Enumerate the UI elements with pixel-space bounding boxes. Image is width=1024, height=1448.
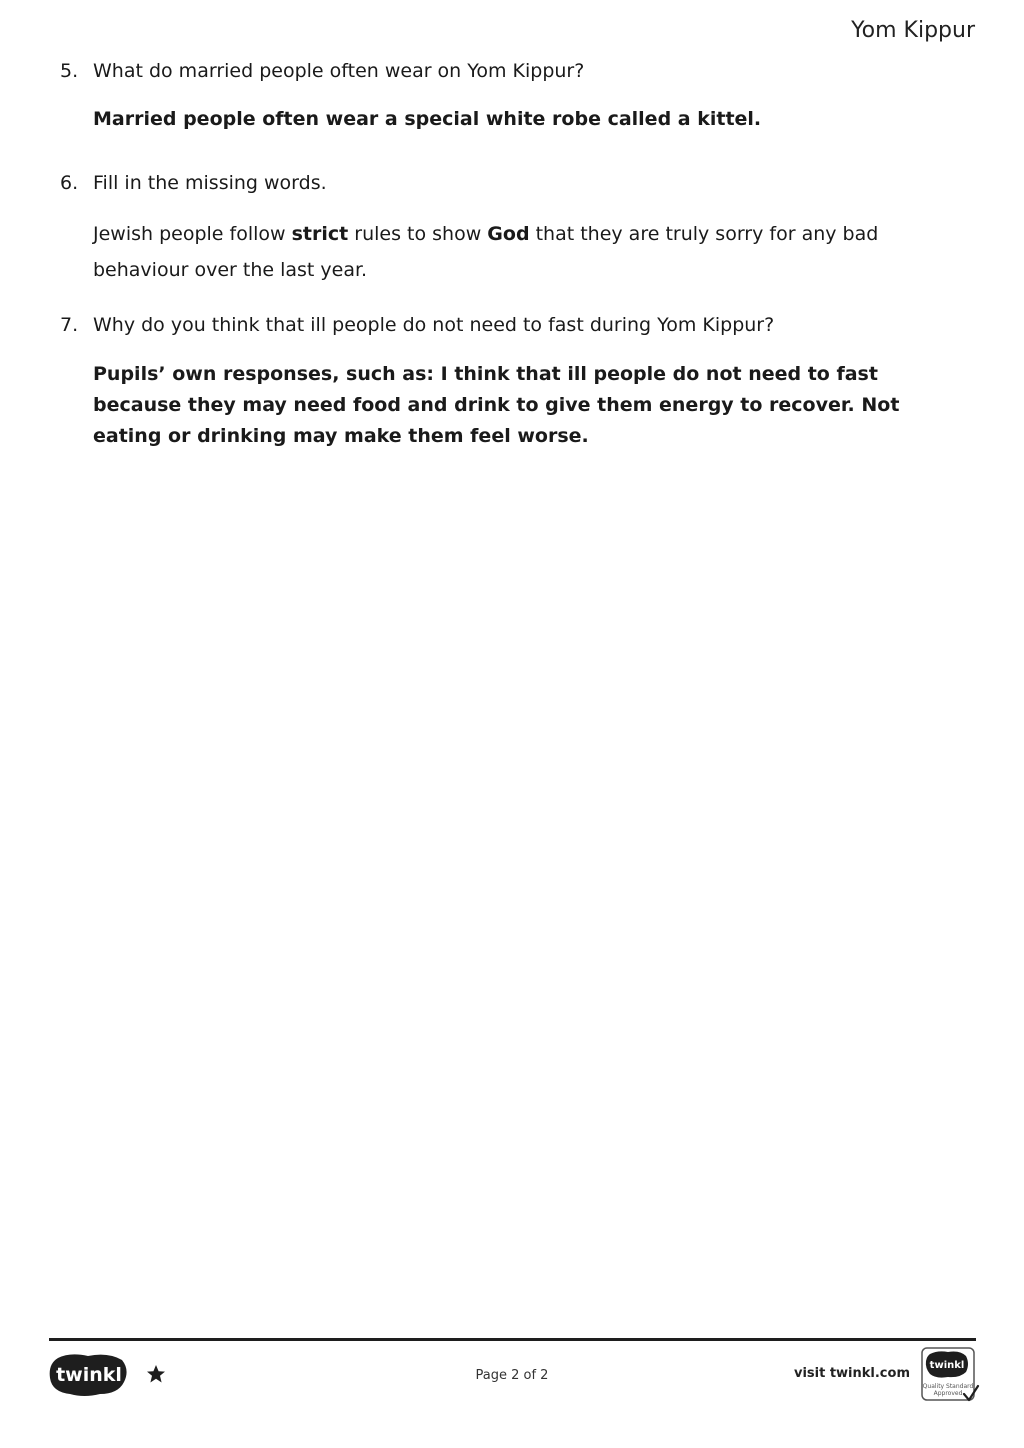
question-number: 6.	[60, 172, 79, 194]
footer-divider	[49, 1338, 976, 1341]
question-text: Why do you think that ill people do not need to fast during Yom Kippur?	[93, 314, 775, 336]
answer-text: rules to show	[348, 223, 488, 245]
answer-word-strict: strict	[291, 223, 349, 245]
question-number: 5.	[60, 60, 79, 82]
question-text: Fill in the missing words.	[93, 172, 327, 194]
visit-link[interactable]: visit twinkl.com	[793, 1366, 910, 1381]
answer-text: Jewish people follow	[93, 223, 292, 245]
document-title: Yom Kippur	[851, 18, 975, 43]
badge-line-2: Approved	[933, 1390, 963, 1397]
question-6	[60, 170, 960, 196]
answer-5: Married people often wear a special white robe called a kittel.	[93, 108, 762, 130]
answer-6	[93, 216, 913, 288]
answer-7: Pupils’ own responses, such as: I think that ill people do not need to fast because they may need food and drink to give them energy to recover. Not eating or drinking may make them feel worse.	[93, 363, 900, 447]
question-number: 7.	[60, 314, 79, 336]
quality-badge-icon	[920, 1346, 980, 1404]
badge-logo-text: twinkl	[929, 1360, 965, 1371]
page-number: Page 2 of 2	[475, 1368, 549, 1383]
question-text: What do married people often wear on Yom Kippur?	[93, 60, 585, 82]
question-5	[60, 58, 960, 84]
badge-line-1: Quality Standard	[922, 1383, 974, 1390]
answer-word-god: God	[487, 223, 530, 245]
logo-text: twinkl	[56, 1364, 122, 1386]
question-7	[60, 312, 960, 338]
answer-text: that they are truly sorry for any bad behaviour over the last year.	[93, 223, 879, 281]
